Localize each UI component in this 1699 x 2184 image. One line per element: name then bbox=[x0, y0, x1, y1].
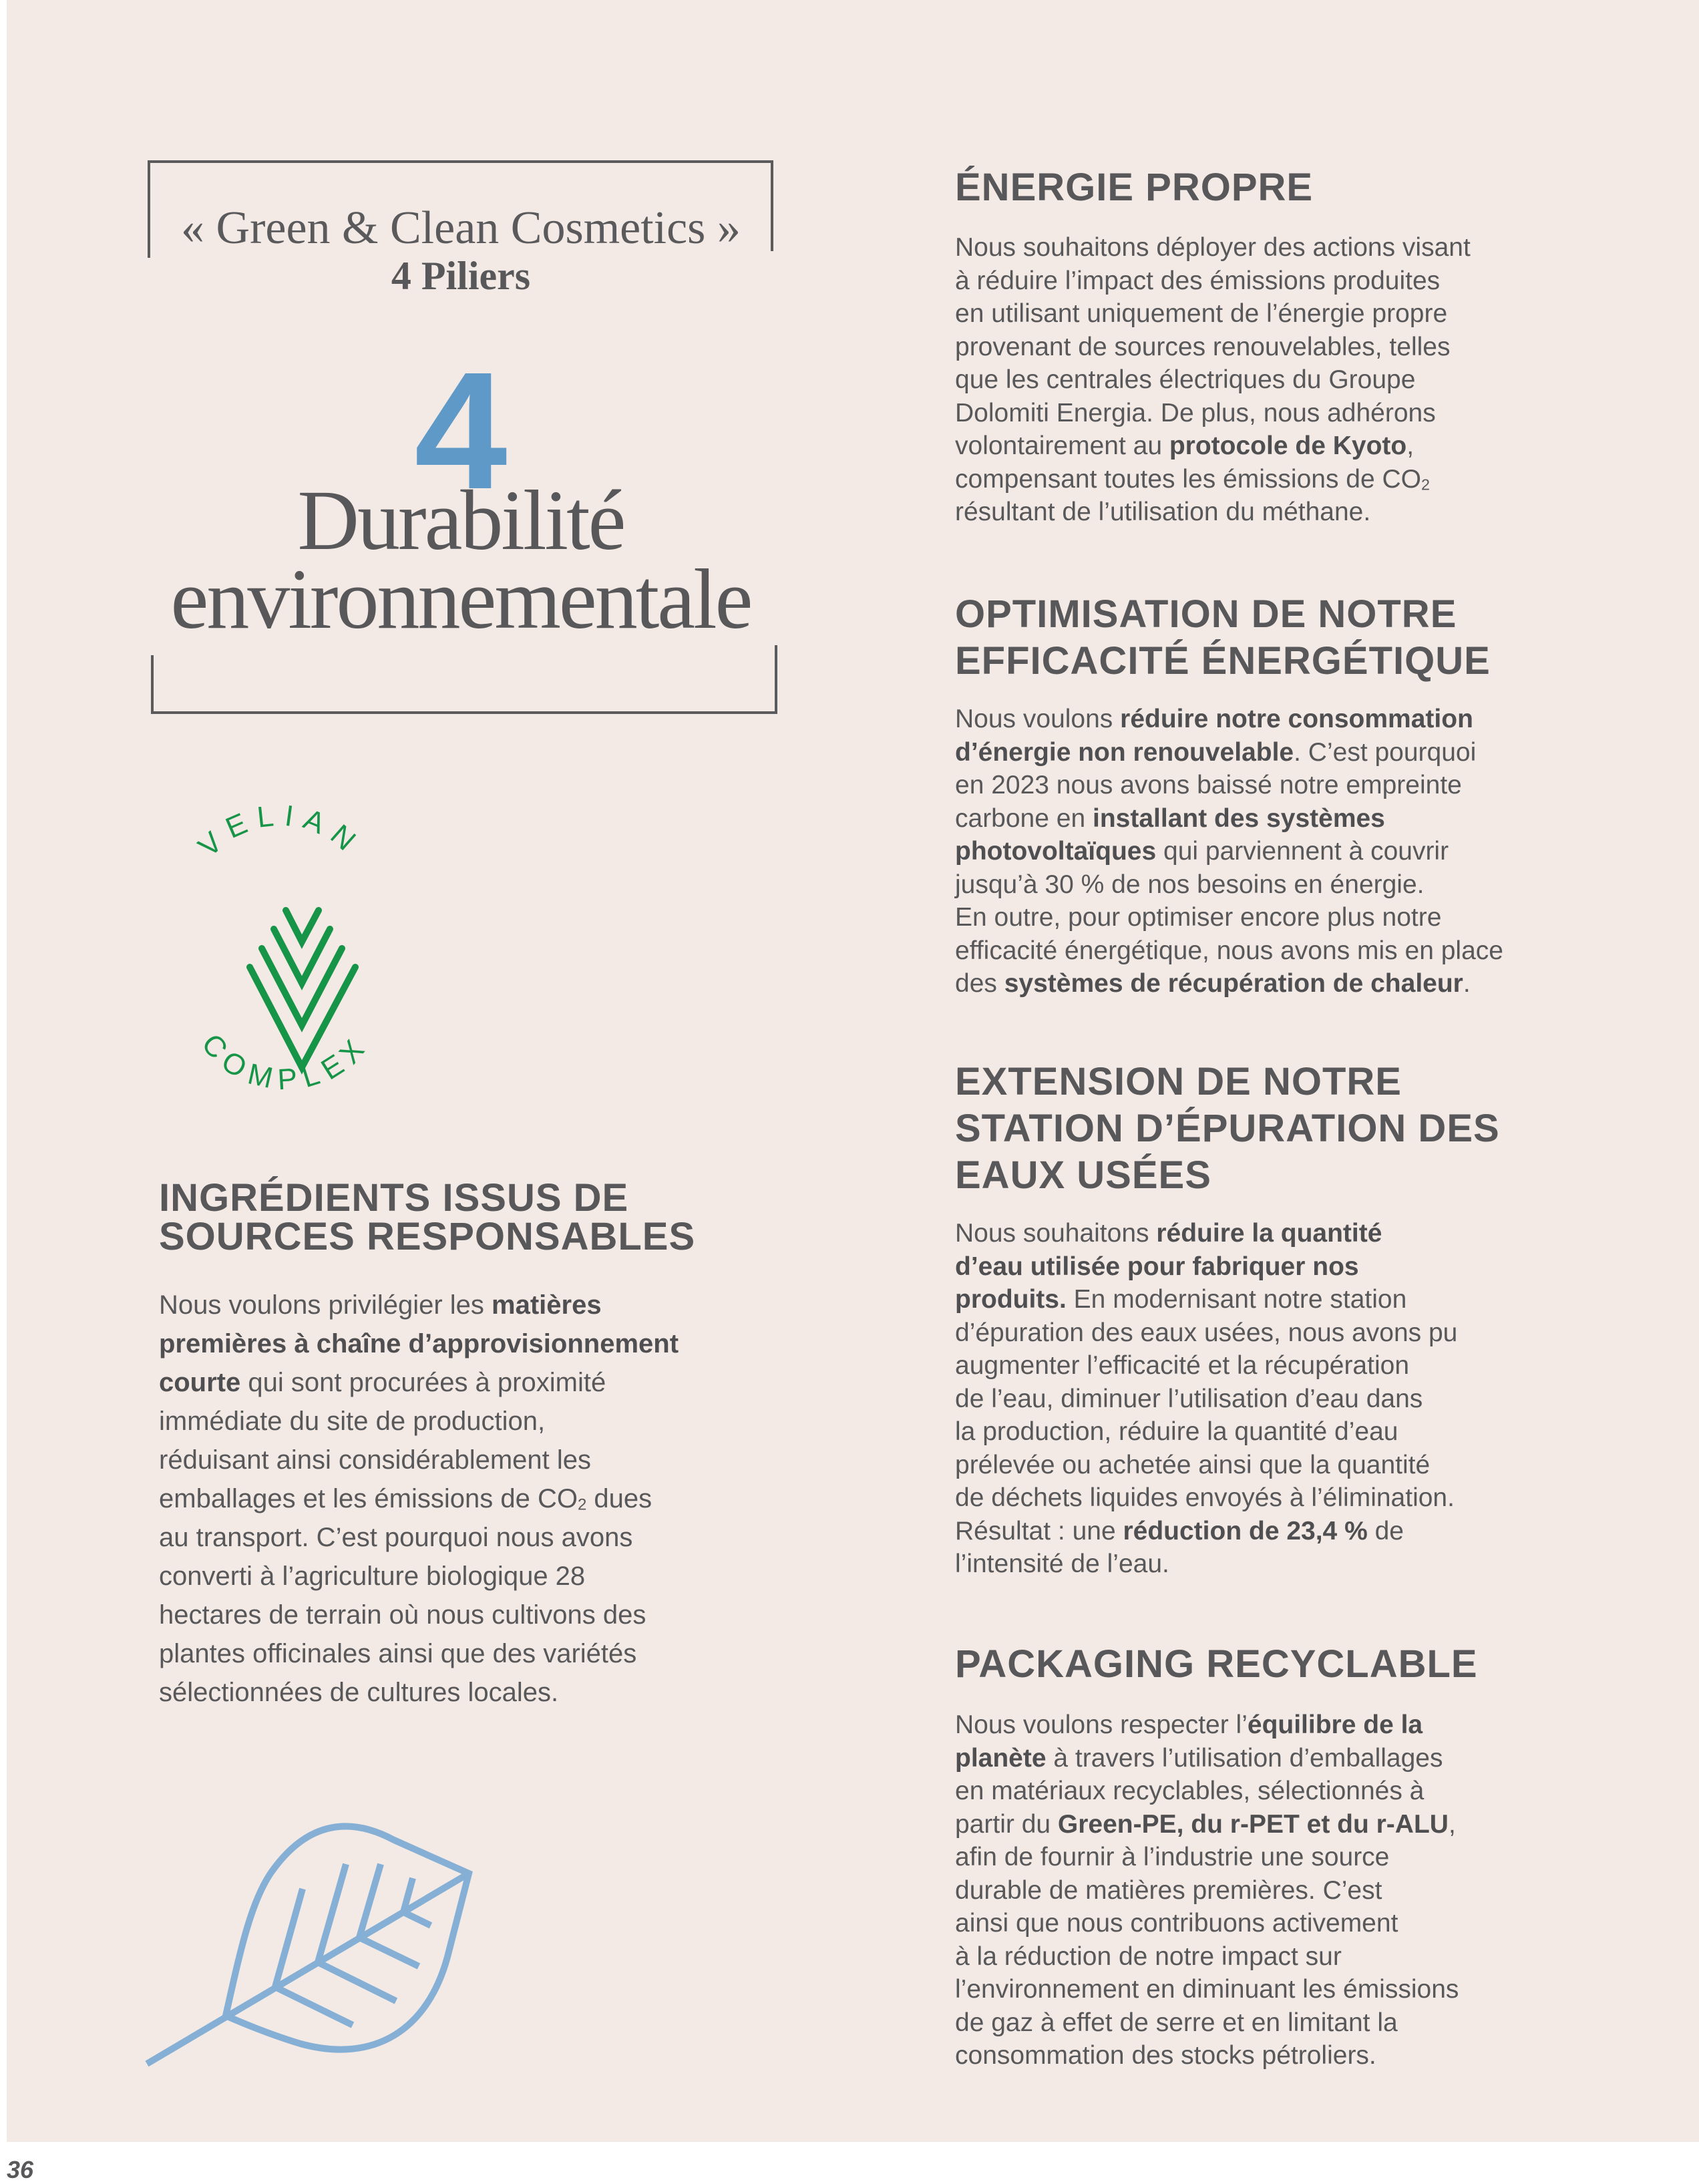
epuration-line: produits. En modernisant notre station bbox=[955, 1285, 1407, 1314]
tagline: « Green & Clean Cosmetics » bbox=[181, 202, 741, 254]
efficacite-heading-line-2: EFFICACITÉ ÉNERGÉTIQUE bbox=[955, 639, 1491, 683]
efficacite-line: des systèmes de récupération de chaleur. bbox=[955, 969, 1471, 998]
energie-line: provenant de sources renouvelables, telles bbox=[955, 332, 1451, 361]
epuration-line: augmenter l’efficacité et la récupération bbox=[955, 1351, 1410, 1380]
epuration-heading bbox=[955, 1059, 1500, 1199]
ingredients-line: premières à chaîne d’approvisionnement bbox=[159, 1329, 679, 1358]
velian-complex-logo bbox=[160, 801, 401, 1109]
ingredients-line: converti à l’agriculture biologique 28 bbox=[159, 1562, 586, 1591]
ingredients-line: réduisant ainsi considérablement les bbox=[159, 1445, 592, 1475]
epuration-line: de déchets liquides envoyés à l’élimination. bbox=[955, 1483, 1455, 1512]
frame-top-right-leg bbox=[771, 160, 773, 251]
packaging-line: planète à travers l’utilisation d’emballages bbox=[955, 1743, 1443, 1773]
efficacite-heading bbox=[955, 591, 1491, 685]
epuration-line: Nous souhaitons réduire la quantité bbox=[955, 1219, 1382, 1248]
packaging-line: en matériaux recyclables, sélectionnés à bbox=[955, 1777, 1425, 1805]
epuration-line: l’intensité de l’eau. bbox=[955, 1550, 1169, 1578]
efficacite-line: En outre, pour optimiser encore plus notre bbox=[955, 903, 1442, 932]
energie-line: Dolomiti Energia. De plus, nous adhérons bbox=[955, 398, 1436, 427]
epuration-heading-line-1: EXTENSION DE NOTRE bbox=[955, 1060, 1402, 1103]
packaging-heading: PACKAGING RECYCLABLE bbox=[955, 1642, 1478, 1686]
packaging-line: ainsi que nous contribuons activement bbox=[955, 1909, 1398, 1938]
ingredients-heading-line-2: SOURCES RESPONSABLES bbox=[159, 1215, 696, 1258]
ingredients-heading-line-1: INGRÉDIENTS ISSUS DE bbox=[159, 1176, 629, 1220]
epuration-body bbox=[955, 1217, 1569, 1581]
epuration-line: Résultat : une réduction de 23,4 % de bbox=[955, 1516, 1404, 1545]
epuration-heading-line-3: EAUX USÉES bbox=[955, 1153, 1211, 1197]
frame-bottom-left-leg bbox=[151, 655, 154, 714]
energie-heading: ÉNERGIE PROPRE bbox=[955, 166, 1314, 209]
efficacite-line: photovoltaïques qui parviennent à couvrir bbox=[955, 837, 1449, 866]
energie-line: que les centrales électriques du Groupe bbox=[955, 365, 1416, 394]
ingredients-line: Nous voulons privilégier les matières bbox=[159, 1290, 602, 1320]
epuration-heading-line-2: STATION D’ÉPURATION DES bbox=[955, 1107, 1500, 1150]
logo-top-text: VELIAN bbox=[192, 801, 369, 864]
frame-bottom-line bbox=[151, 711, 777, 714]
energie-line: Nous souhaitons déployer des actions visant bbox=[955, 233, 1471, 262]
pillar-number: 4 bbox=[414, 337, 508, 524]
packaging-line: durable de matières premières. C’est bbox=[955, 1875, 1382, 1905]
efficacite-line: Nous voulons réduire notre consommation bbox=[955, 705, 1473, 733]
ingredients-body bbox=[159, 1286, 760, 1712]
epuration-line: la production, réduire la quantité d’eau bbox=[955, 1417, 1398, 1446]
frame-top-line bbox=[148, 160, 773, 163]
frame-top-left-leg bbox=[148, 160, 150, 258]
efficacite-line: d’énergie non renouvelable. C’est pourquoi bbox=[955, 737, 1477, 767]
pillar-title-line-2: environnementale bbox=[170, 552, 751, 647]
energie-line: volontairement au protocole de Kyoto, bbox=[955, 431, 1414, 460]
ingredients-heading bbox=[159, 1176, 696, 1258]
energie-line: à réduire l’impact des émissions produites bbox=[955, 266, 1441, 295]
packaging-line: partir du Green-PE, du r-PET et du r-ALU, bbox=[955, 1809, 1456, 1839]
pillars-subtitle: 4 Piliers bbox=[391, 254, 531, 298]
efficacite-line: carbone en installant des systèmes bbox=[955, 803, 1385, 833]
efficacite-line: jusqu’à 30 % de nos besoins en énergie. bbox=[955, 870, 1425, 899]
efficacite-line: efficacité énergétique, nous avons mis en place bbox=[955, 936, 1503, 965]
epuration-line: d’épuration des eaux usées, nous avons pu bbox=[955, 1318, 1458, 1347]
ingredients-line: au transport. C’est pourquoi nous avons bbox=[159, 1523, 633, 1552]
ingredients-line: courte qui sont procurées à proximité bbox=[159, 1368, 606, 1397]
efficacite-body bbox=[955, 703, 1569, 1000]
energie-line: compensant toutes les émissions de $CO_2$ bbox=[955, 464, 1431, 494]
epuration-line: d’eau utilisée pour fabriquer nos bbox=[955, 1252, 1359, 1281]
ingredients-line: hectares de terrain où nous cultivons des bbox=[159, 1600, 646, 1630]
frame-bottom-right-leg bbox=[775, 645, 777, 714]
ingredients-line: immédiate du site de production, bbox=[159, 1407, 546, 1436]
energie-line: résultant de l’utilisation du méthane. bbox=[955, 498, 1371, 526]
packaging-line: l’environnement en diminuant les émissions bbox=[955, 1975, 1459, 2004]
epuration-line: prélevée ou achetée ainsi que la quantité bbox=[955, 1450, 1431, 1479]
packaging-line: de gaz à effet de serre et en limitant la bbox=[955, 2008, 1398, 2037]
ingredients-line: plantes officinales ainsi que des variétés bbox=[159, 1639, 637, 1668]
pillar-title bbox=[134, 473, 788, 647]
leaf-icon bbox=[134, 1750, 574, 2084]
energie-line: en utilisant uniquement de l’énergie propre bbox=[955, 299, 1448, 328]
packaging-line: Nous voulons respecter l’équilibre de la bbox=[955, 1710, 1423, 1739]
epuration-line: de l’eau, diminuer l’utilisation d’eau dans bbox=[955, 1384, 1423, 1413]
efficacite-line: en 2023 nous avons baissé notre empreinte bbox=[955, 771, 1462, 799]
efficacite-heading-line-1: OPTIMISATION DE NOTRE bbox=[955, 592, 1457, 636]
logo-bottom-text: COMPLEX bbox=[195, 1027, 376, 1097]
ingredients-line: sélectionnées de cultures locales. bbox=[159, 1678, 559, 1707]
pillar-title-line-1: Durabilité bbox=[297, 473, 624, 568]
ingredients-line: emballages et les émissions de $CO_2$ dues bbox=[159, 1484, 652, 1514]
packaging-line: afin de fournir à l’industrie une source bbox=[955, 1843, 1390, 1871]
packaging-body bbox=[955, 1708, 1569, 2072]
energie-body bbox=[955, 231, 1569, 529]
packaging-line: à la réduction de notre impact sur bbox=[955, 1942, 1342, 1971]
packaging-line: consommation des stocks pétroliers. bbox=[955, 2041, 1376, 2070]
page-number: 36 bbox=[7, 2156, 34, 2183]
